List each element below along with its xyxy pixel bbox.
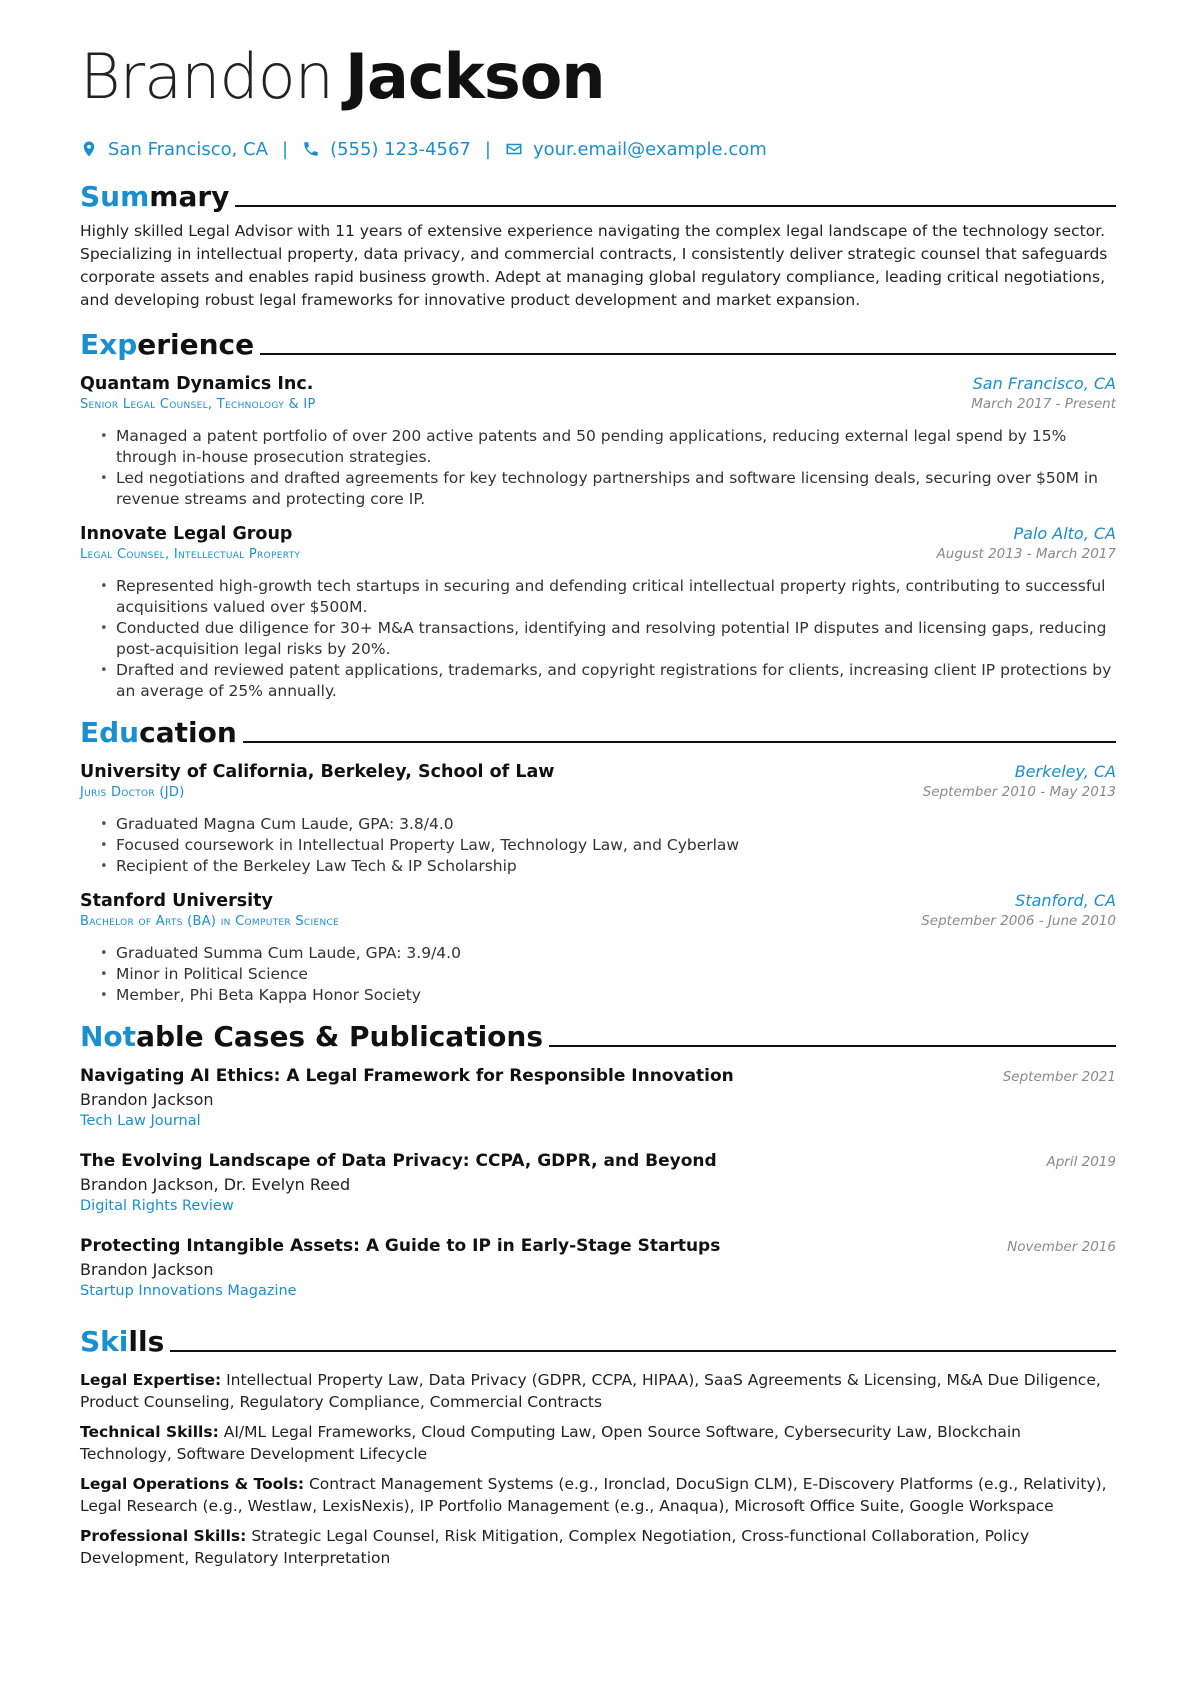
candidate-name bbox=[80, 40, 1116, 114]
job-title: Senior Legal Counsel, Technology & IP bbox=[80, 397, 316, 412]
skill-text: Contract Management Systems (e.g., Ironclad, DocuSign CLM), E-Discovery Platforms (e.g., Relativity), Legal Research (e.g., Westlaw, LexisNexis), IP Portfolio Management (e.g., Anaqua), Microsoft Office Suite, Google Workspace bbox=[80, 1475, 1107, 1515]
resume-page bbox=[80, 40, 1116, 1569]
entry-dates: August 2013 - March 2017 bbox=[936, 546, 1116, 562]
skill-row bbox=[80, 1525, 1116, 1569]
location-text: San Francisco, CA bbox=[108, 138, 268, 160]
employer-name: Quantam Dynamics Inc. bbox=[80, 374, 314, 394]
publication-title: Navigating AI Ethics: A Legal Framework for Responsible Innovation bbox=[80, 1066, 734, 1086]
first-name: Brandon bbox=[80, 40, 333, 113]
publication-entry bbox=[80, 1151, 1116, 1214]
publication-entry bbox=[80, 1066, 1116, 1129]
education-entry bbox=[80, 762, 1116, 877]
skill-row bbox=[80, 1421, 1116, 1465]
section-title: Summary bbox=[80, 180, 230, 213]
skill-row bbox=[80, 1473, 1116, 1517]
section-rule bbox=[170, 1350, 1116, 1352]
section-rule bbox=[549, 1045, 1116, 1047]
skill-row bbox=[80, 1369, 1116, 1413]
summary-text: Highly skilled Legal Advisor with 11 years of extensive experience navigating the complex legal landscape of the technology sector. Specializing in intellectual property, data privacy, and commercial contracts, I consistently deliver strategic counsel that safeguards corporate assets and enables rapid business growth. Adept at managing global regulatory compliance, leading critical negotiations, and developing robust legal frameworks for innovative product development and market expansion. bbox=[80, 222, 1108, 309]
skill-label: Legal Operations & Tools: bbox=[80, 1475, 305, 1493]
entry-dates: September 2010 - May 2013 bbox=[922, 784, 1116, 800]
bullet-list bbox=[80, 576, 1116, 702]
email-item[interactable] bbox=[505, 139, 767, 160]
section-rule bbox=[235, 205, 1116, 207]
job-title: Legal Counsel, Intellectual Property bbox=[80, 547, 301, 562]
publication-title: Protecting Intangible Assets: A Guide to IP in Early-Stage Startups bbox=[80, 1236, 721, 1256]
bullet-item: • Recipient of the Berkeley Law Tech & IP Scholarship bbox=[100, 856, 1116, 877]
location-item bbox=[80, 139, 268, 160]
bullet-item: • Minor in Political Science bbox=[100, 964, 1116, 985]
publication-venue: Tech Law Journal bbox=[80, 1113, 201, 1129]
school-name: University of California, Berkeley, School of Law bbox=[80, 762, 555, 782]
publication-date: November 2016 bbox=[1007, 1239, 1116, 1255]
bullet-item: • Managed a patent portfolio of over 200 active patents and 50 pending applications, reducing external legal spend by 15% through in-house prosecution strategies. bbox=[100, 426, 1116, 468]
skills-heading bbox=[80, 1321, 1116, 1359]
bullet-item: • Drafted and reviewed patent applications, trademarks, and copyright registrations for clients, increasing client IP protections by an average of 25% annually. bbox=[100, 660, 1116, 702]
publication-venue: Startup Innovations Magazine bbox=[80, 1283, 297, 1299]
email-link[interactable]: your.email@example.com bbox=[532, 138, 767, 160]
degree: Bachelor of Arts (BA) in Computer Science bbox=[80, 914, 340, 929]
experience-entry bbox=[80, 524, 1116, 702]
publication-authors: Brandon Jackson, Dr. Evelyn Reed bbox=[80, 1175, 351, 1194]
phone-icon bbox=[302, 140, 320, 158]
section-title: Experience bbox=[80, 328, 255, 361]
publications-heading bbox=[80, 1016, 1116, 1054]
skill-text: Strategic Legal Counsel, Risk Mitigation, Complex Negotiation, Cross-functional Collaboration, Policy Development, Regulatory Interpretation bbox=[80, 1527, 1030, 1567]
contact-line bbox=[80, 136, 1116, 162]
publication-date: April 2019 bbox=[1046, 1154, 1116, 1170]
section-rule bbox=[260, 353, 1116, 355]
phone-text: (555) 123-4567 bbox=[330, 138, 471, 160]
skill-text: Intellectual Property Law, Data Privacy (GDPR, CCPA, HIPAA), SaaS Agreements & Licensing, M&A Due Diligence, Product Counseling, Regulatory Compliance, Commercial Contracts bbox=[80, 1371, 1101, 1411]
publication-authors: Brandon Jackson bbox=[80, 1090, 214, 1109]
entry-location: Palo Alto, CA bbox=[1013, 524, 1116, 543]
education-entry bbox=[80, 891, 1116, 1006]
bullet-list bbox=[80, 426, 1116, 510]
bullet-item: • Member, Phi Beta Kappa Honor Society bbox=[100, 985, 1116, 1006]
last-name: Jackson bbox=[344, 40, 605, 113]
section-rule bbox=[243, 741, 1116, 743]
degree: Juris Doctor (JD) bbox=[80, 785, 185, 800]
skill-label: Legal Expertise: bbox=[80, 1371, 222, 1389]
publication-date: September 2021 bbox=[1002, 1069, 1116, 1085]
publication-venue: Digital Rights Review bbox=[80, 1198, 234, 1214]
employer-name: Innovate Legal Group bbox=[80, 524, 293, 544]
entry-location: Stanford, CA bbox=[1015, 891, 1116, 910]
experience-entry bbox=[80, 374, 1116, 510]
contact-separator: | bbox=[484, 138, 491, 160]
bullet-list bbox=[80, 943, 1116, 1006]
bullet-item: • Led negotiations and drafted agreements for key technology partnerships and software licensing deals, securing over $50M in revenue streams and protecting core IP. bbox=[100, 468, 1116, 510]
entry-dates: September 2006 - June 2010 bbox=[921, 913, 1116, 929]
publication-authors: Brandon Jackson bbox=[80, 1260, 214, 1279]
bullet-list bbox=[80, 814, 1116, 877]
envelope-icon bbox=[505, 140, 523, 158]
entry-location: Berkeley, CA bbox=[1014, 762, 1116, 781]
skill-label: Professional Skills: bbox=[80, 1527, 247, 1545]
skill-label: Technical Skills: bbox=[80, 1423, 219, 1441]
publication-title: The Evolving Landscape of Data Privacy: CCPA, GDPR, and Beyond bbox=[80, 1151, 717, 1171]
section-title: Notable Cases & Publications bbox=[80, 1020, 544, 1053]
bullet-item: • Graduated Magna Cum Laude, GPA: 3.8/4.0 bbox=[100, 814, 1116, 835]
map-marker-icon bbox=[80, 140, 98, 158]
phone-item[interactable] bbox=[302, 139, 471, 160]
section-title: Education bbox=[80, 716, 237, 749]
skill-text: AI/ML Legal Frameworks, Cloud Computing Law, Open Source Software, Cybersecurity Law, Blockchain Technology, Software Development Lifecycle bbox=[80, 1423, 1021, 1463]
contact-separator: | bbox=[281, 138, 289, 160]
entry-location: San Francisco, CA bbox=[972, 374, 1116, 393]
section-title: Skills bbox=[80, 1325, 165, 1358]
summary-heading bbox=[80, 176, 1116, 214]
entry-dates: March 2017 - Present bbox=[971, 396, 1116, 412]
bullet-item: • Represented high-growth tech startups in securing and defending critical intellectual property rights, contributing to successful acquisitions valued over $500M. bbox=[100, 576, 1116, 618]
education-heading bbox=[80, 712, 1116, 750]
experience-heading bbox=[80, 324, 1116, 362]
bullet-item: • Focused coursework in Intellectual Property Law, Technology Law, and Cyberlaw bbox=[100, 835, 1116, 856]
bullet-item: • Conducted due diligence for 30+ M&A transactions, identifying and resolving potential IP disputes and licensing gaps, reducing post-acquisition legal risks by 20%. bbox=[100, 618, 1116, 660]
bullet-item: • Graduated Summa Cum Laude, GPA: 3.9/4.0 bbox=[100, 943, 1116, 964]
school-name: Stanford University bbox=[80, 891, 273, 911]
publication-entry bbox=[80, 1236, 1116, 1299]
